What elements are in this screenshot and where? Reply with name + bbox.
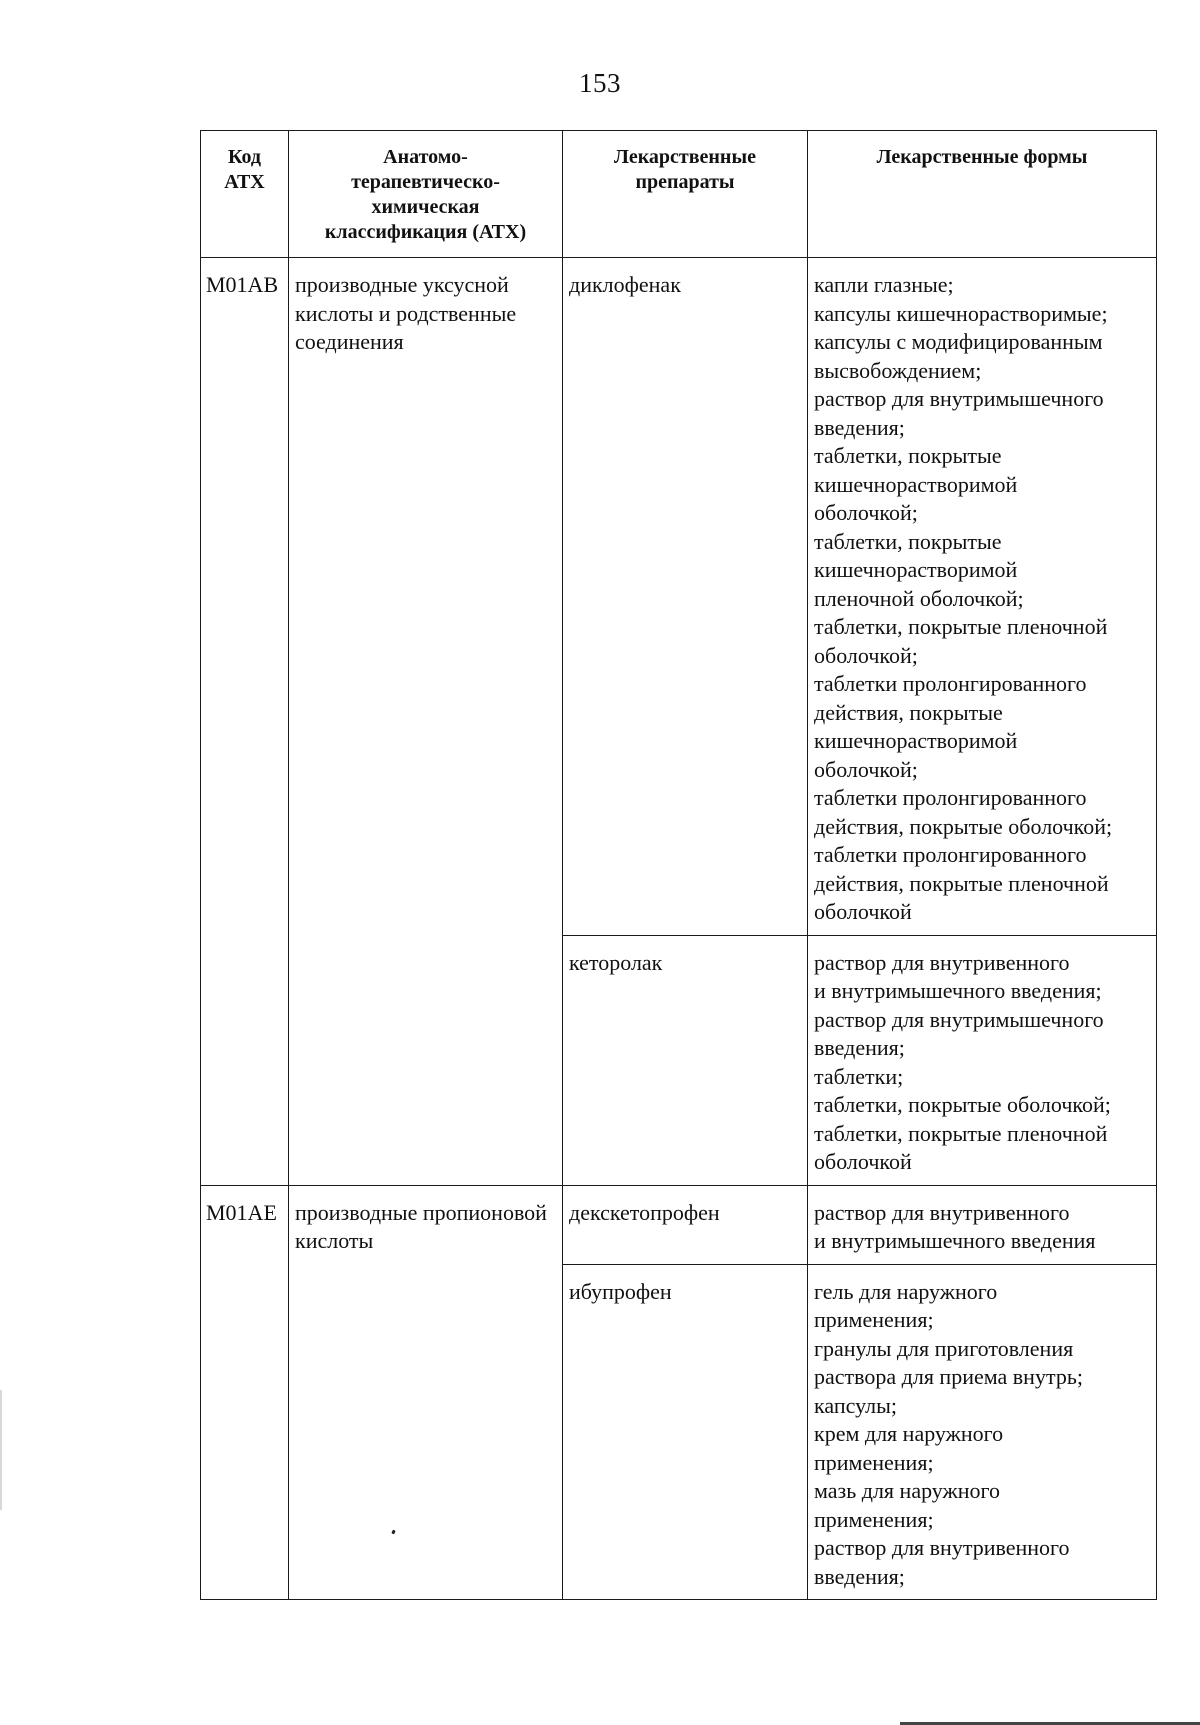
dosage-form-line: пленочной оболочкой; [814,585,1024,611]
dosage-form-line: кишечнорастворимой [814,471,1018,497]
dosage-form-line: и внутримышечного введения; [814,978,1102,1003]
dosage-form-line: оболочкой; [814,500,918,525]
dosage-form-line: кишечнорастворимой [814,728,1018,753]
dosage-form-line: раствор для внутримышечного [814,1006,1104,1032]
dosage-form-line: раствор для внутривенного [814,1535,1070,1560]
dosage-form-line: таблетки, покрытые [814,528,1002,554]
dosage-form-line: введения; [814,1035,905,1060]
atc-code-cell: M01AB [201,258,289,1186]
dosage-form-line: таблетки, покрытые пленочной [814,614,1108,639]
page-number: 153 [579,68,621,98]
dosage-form-line: оболочкой [814,899,912,924]
table-body [201,258,1157,1600]
dosage-form-line: действия, покрытые [814,699,1003,725]
header-classification: Анатомо-терапевтическо-химическая классификация (АТХ) [289,131,563,258]
dosage-form-line: применения; [814,1449,934,1475]
dosage-form-line: капсулы с модифицированным [814,329,1103,354]
dosage-form-line: таблетки пролонгированного [814,671,1087,696]
header-drugs: Лекарственные препараты [563,131,808,258]
dosage-form-line: действия, покрытые пленочной [814,870,1109,896]
dosage-form-line: оболочкой [814,1149,912,1174]
dosage-form-line: применения; [814,1506,934,1532]
dosage-form-line: таблетки пролонгированного [814,785,1087,810]
dosage-form-line: раствора для приема внутрь; [814,1364,1083,1389]
dosage-form-line: раствор для внутривенного [814,1199,1070,1225]
dosage-form-line: таблетки, покрытые оболочкой; [814,1092,1111,1117]
dosage-form-line: таблетки; [814,1063,904,1089]
dosage-form-line: гель для наружного [814,1278,998,1304]
atc-drug-table [200,130,1157,1600]
dosage-form-line: применения; [814,1307,934,1332]
dosage-form-line: введения; [814,414,905,440]
drug-name-cell: декскетопрофен [563,1185,808,1264]
header-row [201,131,1157,258]
dosage-form-line: мазь для наружного [814,1478,1000,1503]
dosage-form-line: раствор для внутримышечного [814,386,1104,411]
drug-name-cell: кеторолак [563,935,808,1185]
table-row [201,258,1157,936]
dosage-form-line: таблетки, покрытые пленочной [814,1120,1108,1146]
dosage-form-line: оболочкой; [814,642,918,668]
dosage-form-line: и внутримышечного введения [814,1228,1096,1253]
table-header [201,131,1157,258]
dosage-form-line: действия, покрытые оболочкой; [814,813,1113,839]
scan-edge-mark [0,1390,2,1510]
dosage-form-line: введения; [814,1563,905,1589]
classification-cell: производные пропионовой кислоты [289,1185,563,1600]
dosage-form-line: оболочкой; [814,756,918,782]
dosage-forms-cell [808,935,1157,1185]
dosage-form-line: капсулы; [814,1392,897,1418]
header-forms: Лекарственные формы [808,131,1157,258]
dosage-form-line: таблетки пролонгированного [814,842,1087,867]
table-row [201,1185,1157,1264]
dosage-form-line: крем для наружного [814,1421,1004,1446]
dosage-forms-cell [808,1264,1157,1600]
atc-code-cell: M01AE [201,1185,289,1600]
drug-name-cell: ибупрофен [563,1264,808,1600]
dosage-form-line: капли глазные; [814,272,954,297]
classification-cell: производные уксусной кислоты и родственные соединения [289,258,563,1186]
dosage-form-line: раствор для внутривенного [814,949,1070,975]
dosage-form-line: кишечнорастворимой [814,557,1018,582]
dosage-form-line: капсулы кишечнорастворимые; [814,300,1108,326]
dosage-form-line: высвобождением; [814,357,982,383]
dosage-form-line: таблетки, покрытые [814,443,1002,468]
dosage-forms-cell [808,1185,1157,1264]
dosage-forms-cell [808,258,1157,936]
drug-name-cell: диклофенак [563,258,808,936]
header-code: Код АТХ [201,131,289,258]
dosage-form-line: гранулы для приготовления [814,1335,1074,1361]
